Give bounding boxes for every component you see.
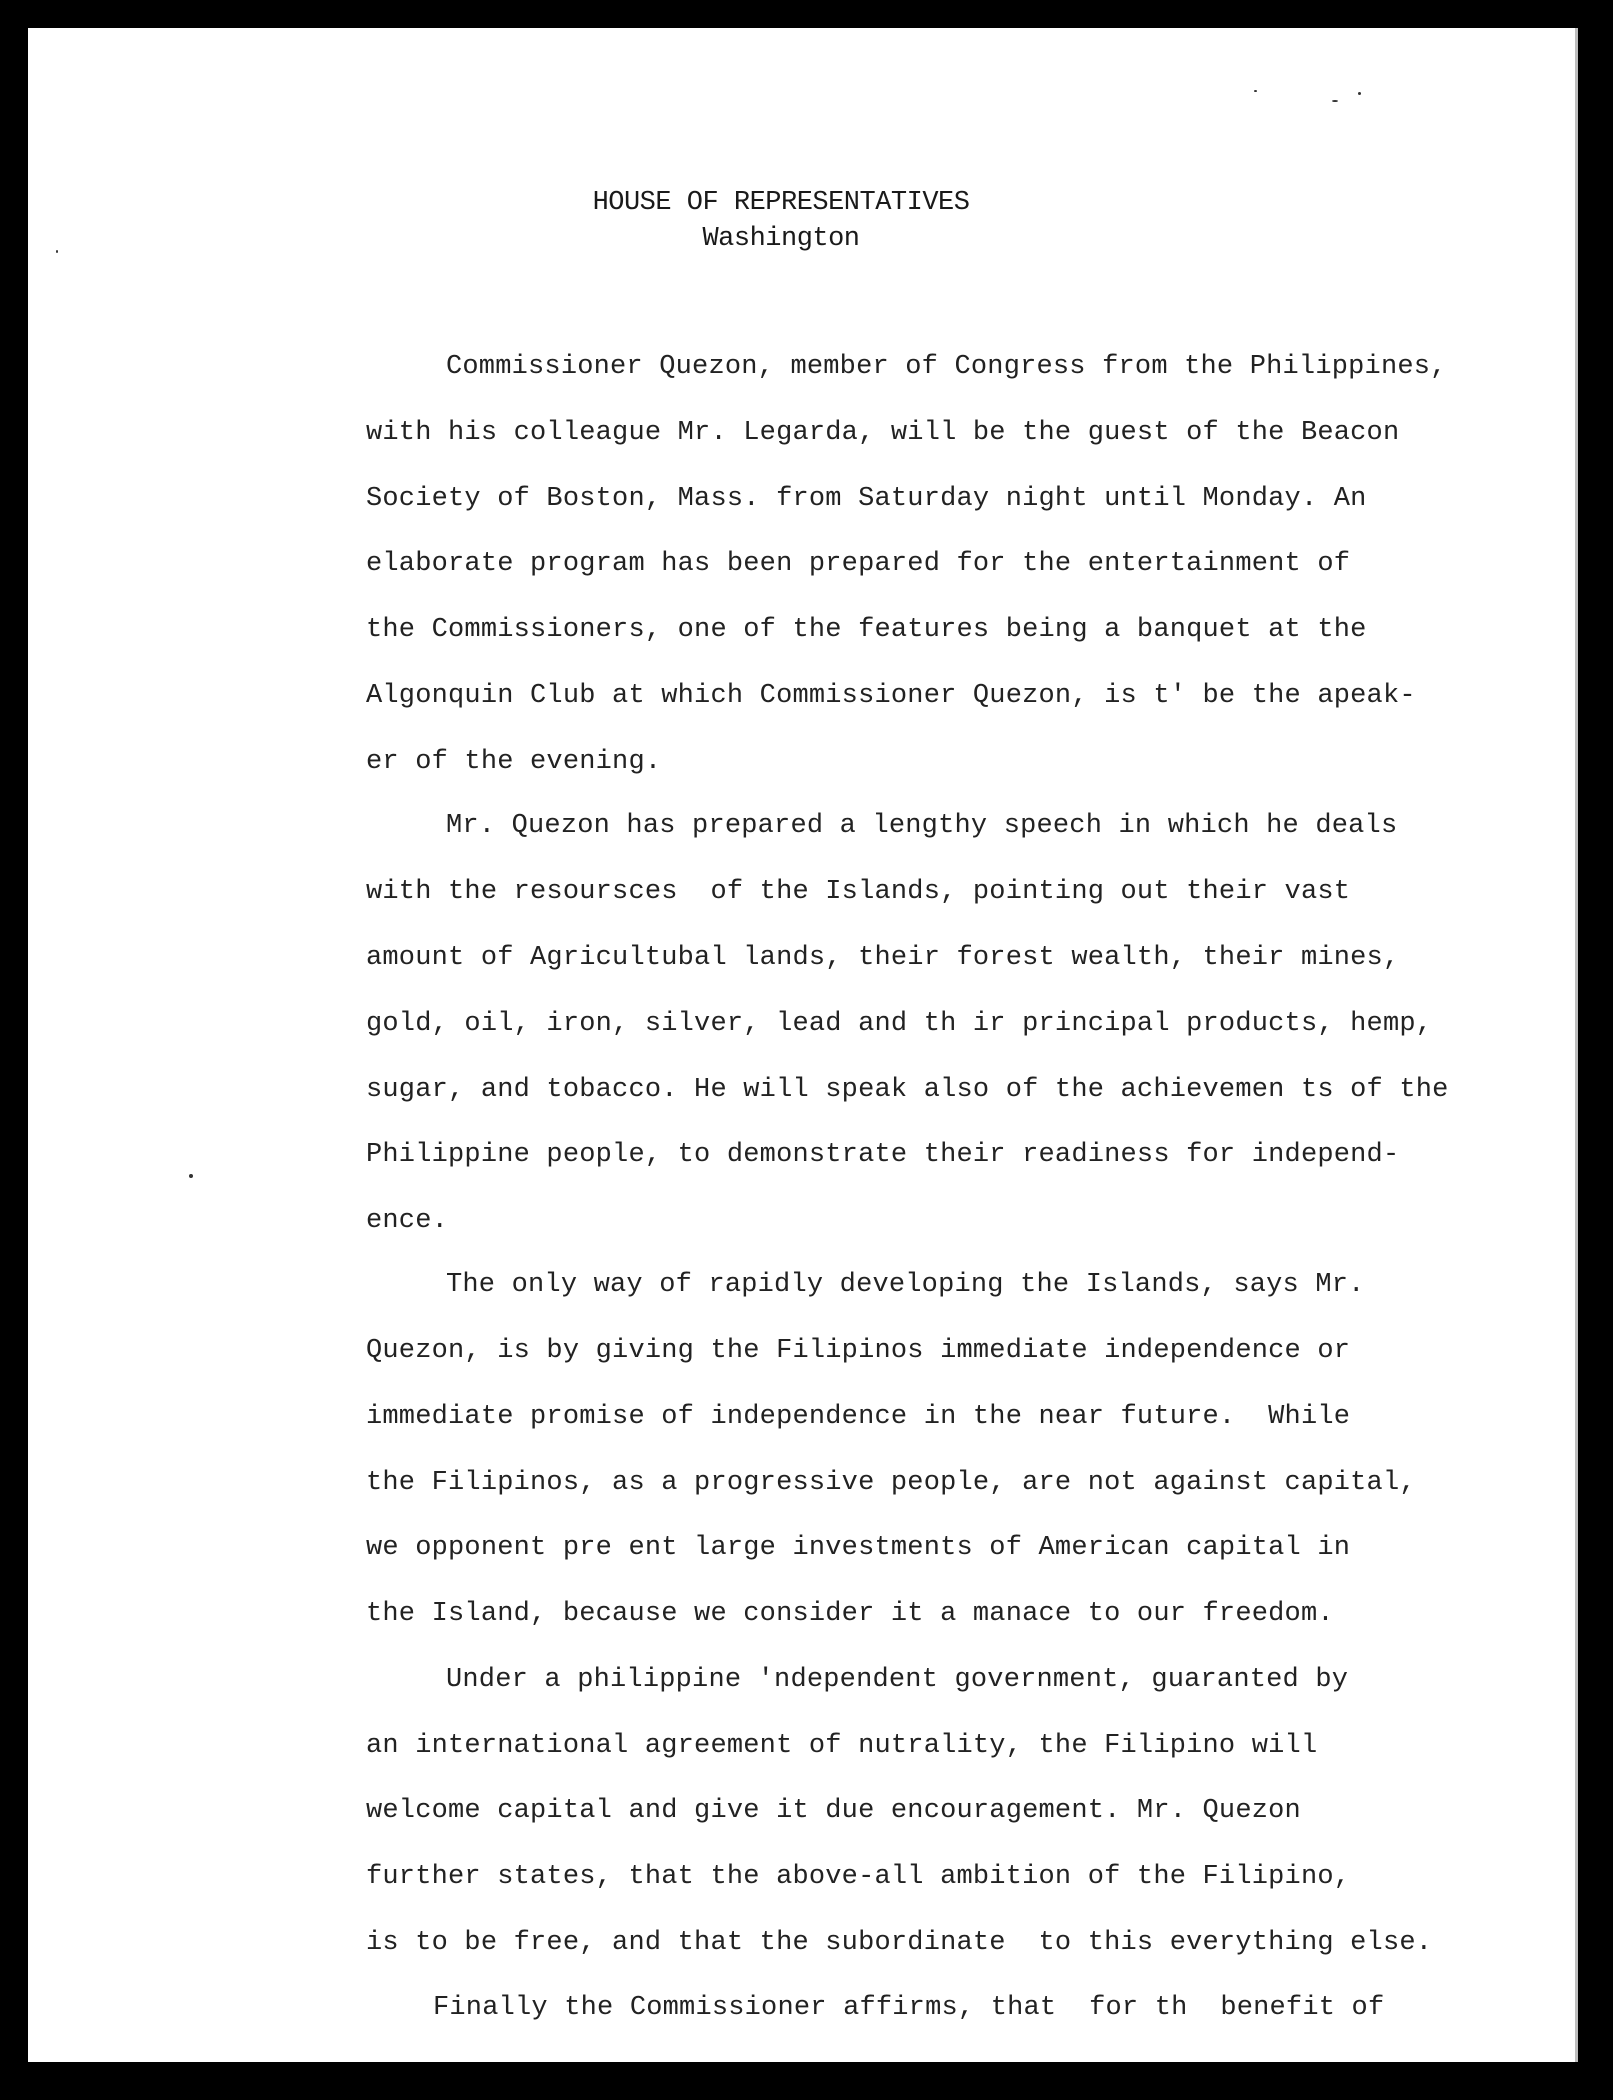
scan-speck	[56, 250, 58, 253]
body-line: we opponent pre ent large investments of American capital in	[366, 1533, 1351, 1563]
body-line: The only way of rapidly developing the Islands, says Mr.	[446, 1270, 1365, 1300]
body-line: an international agreement of nutrality, the Filipino will	[366, 1731, 1318, 1761]
body-line: Philippine people, to demonstrate their readiness for independ-	[366, 1140, 1400, 1170]
body-line: Quezon, is by giving the Filipinos immediate independence or	[366, 1336, 1351, 1366]
body-line: amount of Agricultubal lands, their forest wealth, their mines,	[366, 943, 1400, 973]
body-line: elaborate program has been prepared for the entertainment of	[366, 549, 1351, 579]
body-line: Mr. Quezon has prepared a lengthy speech in which he deals	[446, 811, 1398, 841]
body-line: immediate promise of independence in the near future. While	[366, 1402, 1351, 1432]
body-line: with his colleague Mr. Legarda, will be the guest of the Beacon	[366, 418, 1400, 448]
document-page	[28, 28, 1578, 2062]
body-line: Algonquin Club at which Commissioner Quezon, is t' be the apeak-	[366, 681, 1416, 711]
body-line: Society of Boston, Mass. from Saturday night until Monday. An	[366, 484, 1367, 514]
body-line: Finally the Commissioner affirms, that for th benefit of	[433, 1993, 1385, 2023]
body-line: is to be free, and that the subordinate to this everything else.	[366, 1928, 1433, 1958]
scan-speck	[1332, 100, 1338, 102]
body-line: the Filipinos, as a progressive people, are not against capital,	[366, 1468, 1416, 1498]
body-line: the Island, because we consider it a manace to our freedom.	[366, 1599, 1334, 1629]
scan-speck	[1254, 90, 1257, 92]
body-line: sugar, and tobacco. He will speak also of the achievemen ts of the	[366, 1075, 1449, 1105]
body-line: ence.	[366, 1206, 449, 1236]
scan-speck	[1358, 92, 1361, 95]
body-line: er of the evening.	[366, 747, 662, 777]
body-line: welcome capital and give it due encouragement. Mr. Quezon	[366, 1796, 1301, 1826]
letterhead-subtitle: Washington	[702, 224, 860, 254]
scan-speck	[189, 1174, 193, 1178]
body-line: Under a philippine 'ndependent government, guaranted by	[446, 1665, 1349, 1695]
body-line: with the resoursces of the Islands, pointing out their vast	[366, 877, 1351, 907]
body-line: gold, oil, iron, silver, lead and th ir principal products, hemp,	[366, 1009, 1433, 1039]
body-line: the Commissioners, one of the features being a banquet at the	[366, 615, 1367, 645]
letterhead-title: HOUSE OF REPRESENTATIVES	[592, 188, 970, 218]
body-line: Commissioner Quezon, member of Congress from the Philippines,	[446, 352, 1447, 382]
body-line: further states, that the above-all ambition of the Filipino,	[366, 1862, 1351, 1892]
